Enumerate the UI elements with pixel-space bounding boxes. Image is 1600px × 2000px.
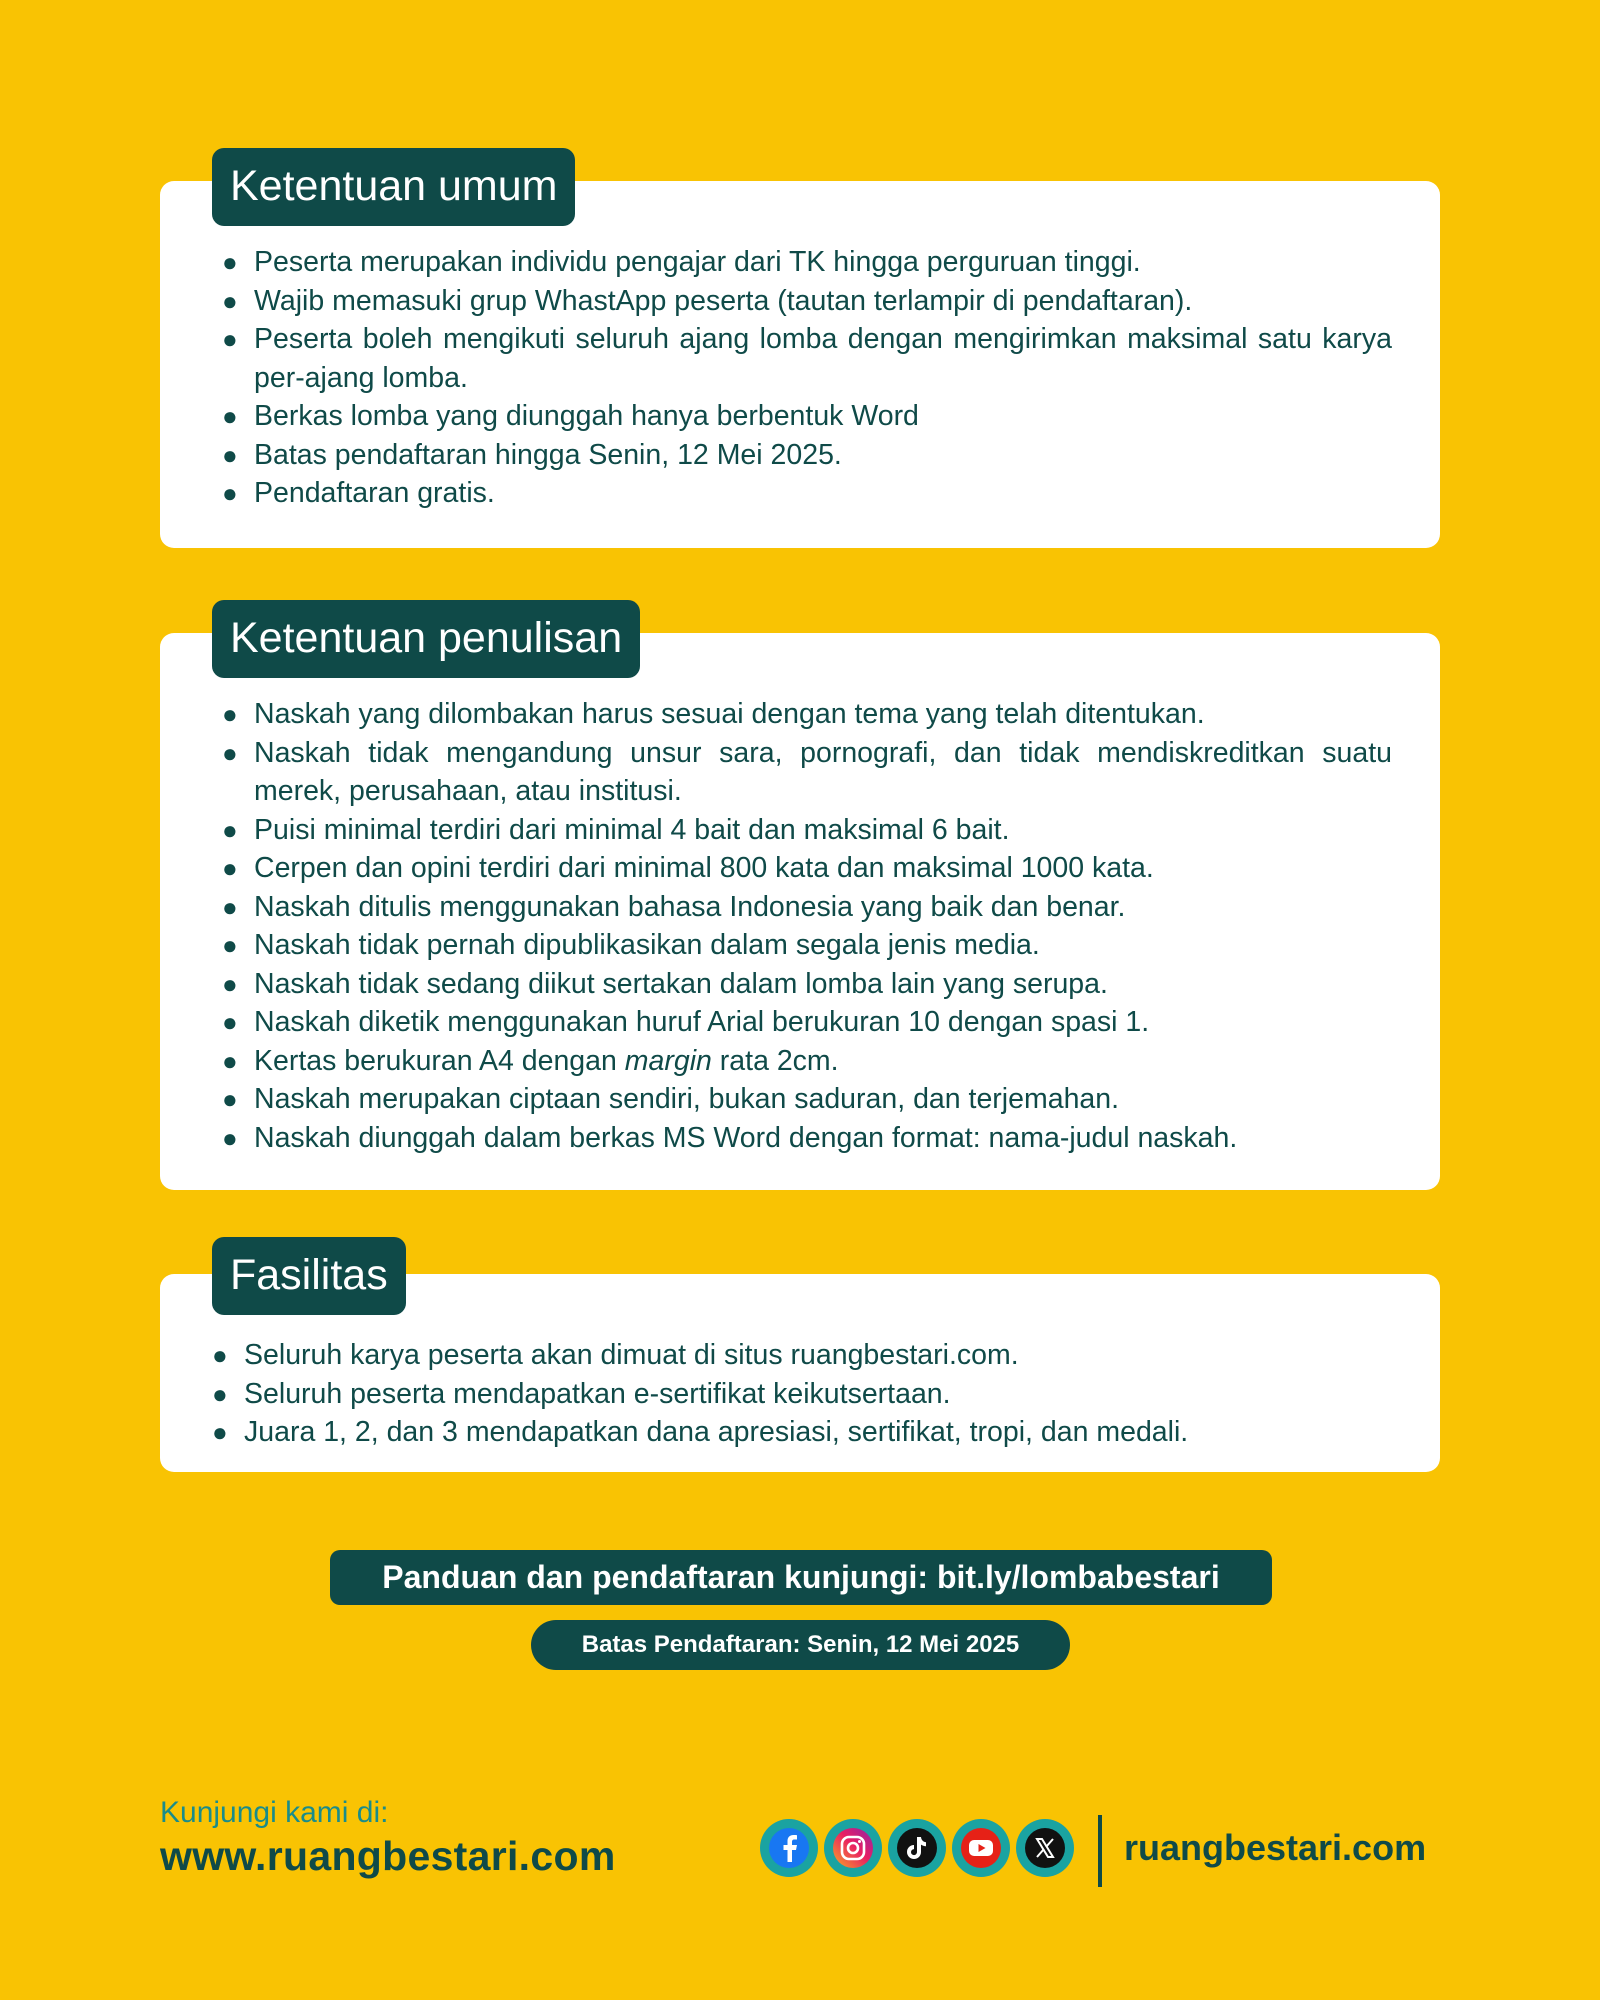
footer-visit <box>160 1795 616 1881</box>
bullet-icon: ● <box>222 285 238 316</box>
bullet-icon: ● <box>222 324 238 354</box>
list-item <box>160 282 1440 321</box>
section-ketentuan-penulisan <box>160 600 1440 1190</box>
x-icon[interactable] <box>1016 1819 1074 1877</box>
list-item-emphasis: margin <box>624 1044 712 1077</box>
list-item <box>160 1042 1440 1081</box>
list-item-text <box>254 1045 839 1077</box>
social-handle[interactable]: ruangbestari.com <box>1124 1827 1427 1868</box>
list-item-text: Naskah yang dilombakan harus sesuai dengan tema yang telah ditentukan. <box>254 698 1205 730</box>
rules-list <box>160 181 1440 513</box>
list-item <box>160 474 1440 513</box>
website-link[interactable]: www.ruangbestari.com <box>160 1833 616 1879</box>
bullet-icon: ● <box>222 737 238 768</box>
list-item-text: Naskah tidak sedang diikut sertakan dalam lomba lain yang serupa. <box>254 967 1108 1000</box>
list-item-text: Peserta merupakan individu pengajar dari TK hingga perguruan tinggi. <box>254 246 1141 278</box>
list-item <box>160 888 1440 927</box>
section-card <box>160 181 1440 548</box>
facebook-icon[interactable] <box>760 1819 818 1877</box>
bullet-icon: ● <box>222 1045 238 1076</box>
section-title: Ketentuan umum <box>212 148 575 226</box>
bullet-icon: ● <box>212 1340 228 1370</box>
youtube-icon[interactable] <box>952 1819 1010 1877</box>
list-item <box>160 436 1440 475</box>
list-item <box>160 926 1440 965</box>
bullet-icon: ● <box>222 891 238 922</box>
bullet-icon: ● <box>222 968 238 999</box>
list-item <box>160 243 1440 282</box>
list-item-text-part: Kertas berukuran A4 dengan <box>254 1044 625 1077</box>
list-item-text: Naskah diunggah dalam berkas MS Word dengan format: nama-judul naskah. <box>254 1121 1238 1154</box>
list-item-text: Batas pendaftaran hingga Senin, 12 Mei 2025. <box>254 438 842 471</box>
registration-guide-banner[interactable]: Panduan dan pendaftaran kunjungi: bit.ly/lombabestari <box>330 1550 1272 1605</box>
bullet-icon: ● <box>222 1007 238 1037</box>
bullet-icon: ● <box>222 853 238 883</box>
list-item-text: Peserta boleh mengikuti seluruh ajang lomba dengan mengirimkan maksimal satu karya per-ajang lomba. <box>254 323 1392 394</box>
list-item <box>160 1375 1440 1414</box>
list-item <box>160 1003 1440 1042</box>
bullet-icon: ● <box>222 247 238 277</box>
list-item-text: Pendaftaran gratis. <box>254 477 495 509</box>
instagram-icon[interactable] <box>824 1819 882 1877</box>
list-item-text: Naskah tidak mengandung unsur sara, pornografi, dan tidak mendiskreditkan suatu merek, perusahaan, atau institusi. <box>254 736 1392 807</box>
bullet-icon: ● <box>222 478 238 508</box>
list-item <box>160 811 1440 850</box>
list-item <box>160 695 1440 734</box>
list-item <box>160 397 1440 436</box>
bullet-icon: ● <box>222 439 238 470</box>
section-title: Fasilitas <box>212 1237 406 1315</box>
bullet-icon: ● <box>222 1084 238 1114</box>
list-item <box>160 734 1440 811</box>
bullet-icon: ● <box>222 699 238 729</box>
list-item-text: Cerpen dan opini terdiri dari minimal 800 kata dan maksimal 1000 kata. <box>254 852 1154 884</box>
bullet-icon: ● <box>222 401 238 431</box>
list-item-text: Wajib memasuki grup WhastApp peserta (tautan terlampir di pendaftaran). <box>254 284 1193 317</box>
list-item-text: Puisi minimal terdiri dari minimal 4 bait dan maksimal 6 bait. <box>254 813 1010 846</box>
rules-list <box>160 633 1440 1157</box>
list-item-text: Juara 1, 2, dan 3 mendapatkan dana apresiasi, sertifikat, tropi, dan medali. <box>244 1416 1189 1448</box>
bullet-icon: ● <box>212 1417 228 1447</box>
list-item-text: Naskah ditulis menggunakan bahasa Indonesia yang baik dan benar. <box>254 890 1126 923</box>
list-item <box>160 965 1440 1004</box>
list-item <box>160 1080 1440 1119</box>
bullet-icon: ● <box>222 930 238 960</box>
visit-label: Kunjungi kami di: <box>160 1796 389 1829</box>
list-item-text: Naskah diketik menggunakan huruf Arial berukuran 10 dengan spasi 1. <box>254 1006 1150 1038</box>
bullet-icon: ● <box>222 1122 238 1153</box>
list-item <box>160 1413 1440 1452</box>
section-title: Ketentuan penulisan <box>212 600 640 678</box>
section-ketentuan-umum <box>160 148 1440 548</box>
list-item-text: Seluruh karya peserta akan dimuat di situs ruangbestari.com. <box>244 1339 1019 1371</box>
list-item <box>160 849 1440 888</box>
tiktok-icon[interactable] <box>888 1819 946 1877</box>
list-item <box>160 1336 1440 1375</box>
list-item <box>160 320 1440 397</box>
list-item-text: Berkas lomba yang diunggah hanya berbentuk Word <box>254 400 919 432</box>
section-card <box>160 633 1440 1190</box>
section-fasilitas <box>160 1237 1440 1472</box>
deadline-badge: Batas Pendaftaran: Senin, 12 Mei 2025 <box>531 1620 1070 1670</box>
list-item-text: Seluruh peserta mendapatkan e-sertifikat keikutsertaan. <box>244 1377 951 1410</box>
bullet-icon: ● <box>212 1378 228 1409</box>
bullet-icon: ● <box>222 814 238 845</box>
list-item-text-part: rata 2cm. <box>711 1044 839 1077</box>
footer-divider <box>1098 1815 1102 1887</box>
list-item-text: Naskah merupakan ciptaan sendiri, bukan saduran, dan terjemahan. <box>254 1083 1120 1115</box>
list-item <box>160 1119 1440 1158</box>
list-item-text: Naskah tidak pernah dipublikasikan dalam segala jenis media. <box>254 929 1040 961</box>
